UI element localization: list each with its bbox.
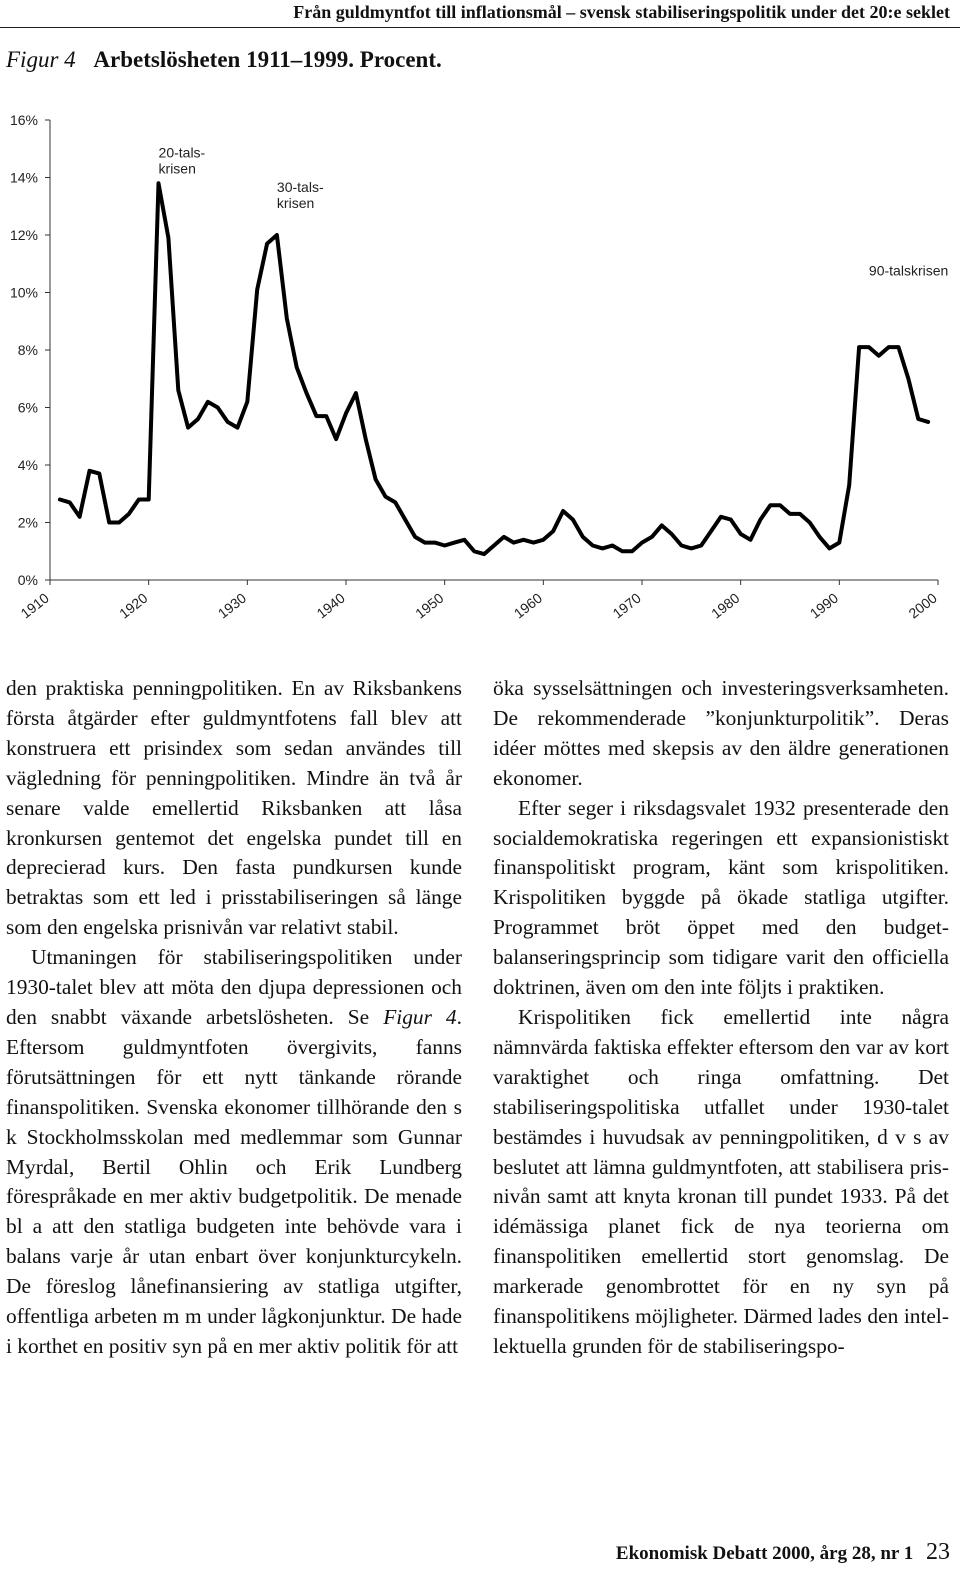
body-paragraph: Krispolitiken fick emellertid inte några nämnvärda faktiska effekter eftersom den var av kort varaktighet och ringa omfattning. Det stabiliseringspolitiska utfallet under 1930-talet bestämdes i huvudsak av penningpolitiken, d v s av beslutet att lämna guldmyntfoten, att stabilisera prisnivån samt att knyta kronan till pundet 1933. På det idémässiga planet fick de nya teorierna om finanspolitiken emellertid stort genomslag. De markerade genombrottet för en ny syn på finanspolitikens möjligheter. Därmed lades den intellektuella grunden för de stabiliseringspo- <box>493 1004 949 1358</box>
y-tick-label: 2% <box>17 514 38 531</box>
body-text: . Eftersom guldmyntfoten övergivits, fanns förutsättningen för ett nytt tänkande rörande finanspolitiken. Svenska ekonomer tillhörande den s k Stockholmsskolan med medlemmar som Gunnar Myrdal, Bertil Ohlin och Erik Lundberg förespråkade en mer aktiv budgetpolitik. De menade bl a att den statliga budgeten inte behövde vara i balans varje år utan enbart över konjunkturcykeln. De föreslog lånefinansiering av statliga utgifter, offentliga arbeten m m under lågkonjunktur. De hade i korthet en positiv syn på en mer aktiv politik för att <box>6 1004 462 1358</box>
x-tick-label: 1930 <box>214 589 250 622</box>
y-tick-label: 16% <box>9 112 38 128</box>
body-paragraph: den praktiska penningpolitiken. En av Riksbankens första åtgärder efter guldmyntfotens fall blev att konstruera ett prisindex som sedan användes till vägledning för penningpolitiken. Mindre än två år senare valde emellertid Riksbanken att låsa kronkursen gentemot det engelska pundet till en deprecierad kurs. Den fasta pundkursen kunde betraktas som ett led i prisstabiliseringen så länge som den engelska prisnivån var relativt stabil. <box>6 676 462 940</box>
chart-annotation: krisen <box>158 160 196 177</box>
x-axis <box>17 580 940 622</box>
y-tick-label: 14% <box>9 169 38 186</box>
page-footer <box>616 1537 950 1569</box>
x-tick-label: 1940 <box>313 589 348 622</box>
unemployment-chart <box>0 100 960 660</box>
x-tick-label: 1950 <box>412 589 447 622</box>
figure-title: Arbetslösheten 1911–1999. Procent. <box>93 47 442 72</box>
right-column <box>493 674 949 1362</box>
running-head: Från guldmyntfot till inflationsmål – svensk stabiliseringspolitik under det 20:e seklet <box>293 2 950 22</box>
figure-caption <box>6 46 442 74</box>
y-tick-label: 8% <box>17 342 38 358</box>
page-number: 23 <box>926 1539 950 1565</box>
body-text: Utmaningen för stabiliseringspolitiken under 1930-talet blev att möta den djupa depressionen och den snabbt växande arbetslösheten. Se <box>6 945 462 1029</box>
y-tick-label: 0% <box>17 572 38 588</box>
chart-annotation: 90-talskrisen <box>868 262 949 279</box>
left-column <box>6 674 462 1362</box>
y-axis <box>10 112 50 588</box>
chart-annotation: 30-tals- <box>276 178 324 195</box>
x-tick-label: 1990 <box>806 589 842 622</box>
y-tick-label: 12% <box>9 227 38 243</box>
figure-label: Figur 4 <box>6 47 76 72</box>
x-tick-label: 1960 <box>510 589 546 622</box>
body-paragraph <box>6 943 462 1362</box>
x-tick-label: 1920 <box>116 589 151 622</box>
header-rule <box>0 27 960 28</box>
chart-annotation: krisen <box>276 194 315 211</box>
body-paragraph: öka sysselsättningen och investeringsverksamheten. De rekommenderade ”konjunkturpolitik”. Deras idéer möttes med skepsis av den äldre generationen ekonomer. <box>493 676 949 790</box>
chart-annotation: 20-tals- <box>158 144 206 161</box>
series-line <box>60 183 928 554</box>
y-tick-label: 4% <box>17 457 38 473</box>
x-tick-label: 1910 <box>17 589 52 622</box>
y-tick-label: 6% <box>17 399 38 416</box>
body-paragraph: Efter seger i riksdagsvalet 1932 presenterade den socialdemokratiska regeringen ett expansionistiskt finanspolitiskt program, känt som krispolitiken. Krispolitiken byggde på ökade statliga utgifter. Programmet bröt öppet med den budgetbalanseringsprincip som tidigare varit den officiella doktrinen, även om den inte följts i praktiken. <box>493 795 949 1000</box>
x-tick-label: 1970 <box>609 589 644 622</box>
journal-citation: Ekonomisk Debatt 2000, årg 28, nr 1 <box>615 1543 914 1564</box>
x-tick-label: 1980 <box>708 589 743 622</box>
x-tick-label: 2000 <box>905 589 940 622</box>
figure-reference: Figur 4 <box>383 1004 457 1029</box>
chart-annotations <box>159 144 949 278</box>
chart-series <box>60 183 928 554</box>
y-tick-label: 10% <box>9 284 38 301</box>
